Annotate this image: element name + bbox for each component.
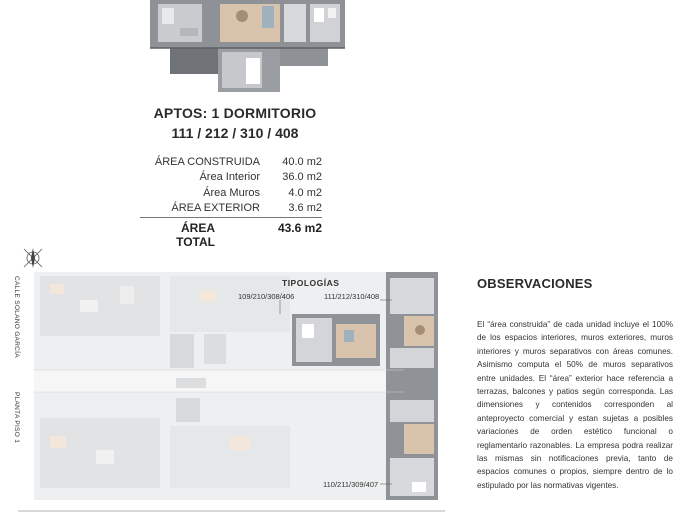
area-row-interior — [140, 170, 340, 186]
compass-icon — [24, 248, 42, 268]
unit-numbers: 111 / 212 / 310 / 408 — [171, 125, 299, 141]
area-row-muros — [140, 185, 340, 201]
area-divider — [140, 217, 322, 218]
area-value: 3.6 m2 — [288, 202, 322, 215]
area-value: 36.0 m2 — [282, 171, 322, 184]
area-label: Área Interior — [199, 171, 260, 184]
street-label: CALLE SOLANO GARCÍA — [13, 276, 20, 358]
tipologias-title: TIPOLOGÍAS — [282, 278, 340, 288]
unit-title: APTOS: 1 DORMITORIO — [153, 105, 317, 121]
area-label: ÁREA CONSTRUIDA — [154, 155, 260, 168]
level-label: PLANTA PISO 1 — [13, 392, 20, 444]
observations-title: OBSERVACIONES — [477, 276, 593, 291]
area-row-construida — [140, 154, 340, 170]
area-label: ÁREA EXTERIOR — [171, 202, 260, 215]
unit-floor-plan — [150, 0, 350, 92]
observations-body: El “área construida” de cada unidad incluye el 100% de los espacios interiores, muros exteriores, muros interiores y muros separativos con áreas comunes. Asimismo computa el 50% de muros separativos entre unidades. El “área” exterior hace referencia a terrazas, balcones y patios según corresponda. Las dimensiones y contenidos corresponden al anteproyecto comercial y estan sujetas a posibles variaciones de orden estético funcional o reglamentario razonables. La empresa podra realizar las mismas sin notificaciones previa, tanto de espacios comunes o propios, siempre dentro de lo estipulado por las normativas vigentes. — [477, 320, 673, 490]
tipologia-c-label: 110/211/309/407 — [323, 480, 379, 489]
area-label: Área Muros — [203, 186, 260, 199]
area-value: 4.0 m2 — [288, 186, 322, 199]
tipologia-a-label: 109/210/308/406 — [238, 292, 295, 301]
area-total-label: ÁREA TOTAL — [176, 221, 215, 249]
area-table — [140, 154, 340, 216]
building-floor-plan — [0, 240, 460, 514]
area-row-exterior — [140, 201, 340, 217]
area-value: 40.0 m2 — [282, 155, 322, 168]
tipologia-b-label: 111/212/310/408 — [324, 292, 380, 301]
area-total-value: 43.6 m2 — [277, 221, 322, 235]
